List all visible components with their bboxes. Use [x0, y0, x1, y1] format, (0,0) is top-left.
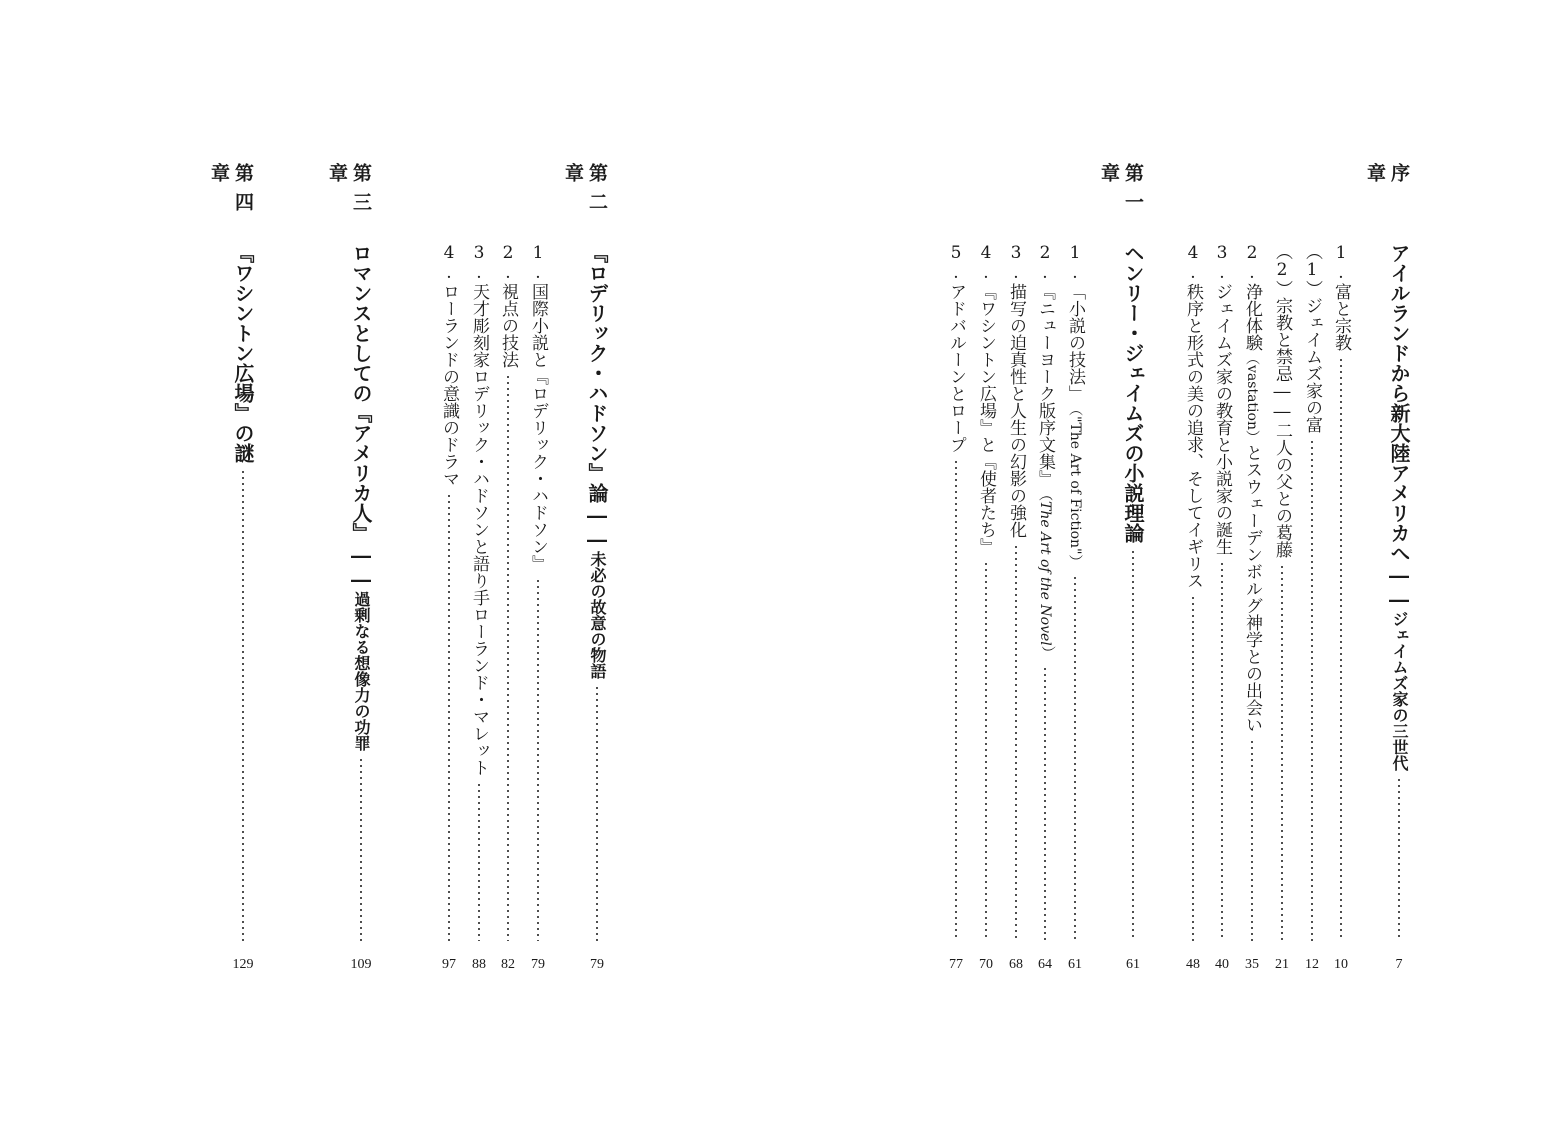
- section-title: 『ワシントン広場』と『使者たち』: [976, 283, 996, 555]
- dot-leader: [1121, 549, 1145, 941]
- dot-leader: [349, 757, 373, 941]
- latin-term: （vastation）: [1244, 351, 1260, 444]
- toc-entry-ch1-5[interactable]: [944, 163, 968, 983]
- toc-entry-intro[interactable]: [1364, 163, 1411, 983]
- page-number: 10: [1334, 957, 1348, 972]
- section-title: 秩序と形式の美の追求、そしてイギリス: [1183, 283, 1203, 589]
- toc-entry-intro-4[interactable]: [1181, 163, 1205, 983]
- dot-leader: [1063, 575, 1087, 942]
- section-title: 視点の技法: [498, 283, 518, 368]
- section-number: 3.: [1212, 243, 1232, 283]
- dot-leader: [1004, 544, 1028, 941]
- chapter-subtitle: ジェイムズ家の三世代: [1390, 611, 1409, 771]
- section-title: ジェイムズ家の富: [1302, 297, 1322, 433]
- toc-entry-ch2-3[interactable]: [467, 163, 491, 983]
- entry-body: [1270, 243, 1294, 943]
- toc-entry-ch4[interactable]: [208, 163, 255, 983]
- entry-body: [585, 243, 609, 943]
- dot-leader: [1300, 439, 1324, 941]
- chapter-title: 『ワシントン広場』の謎: [231, 243, 255, 463]
- toc-entry-ch1-3[interactable]: [1004, 163, 1028, 983]
- dot-leader: [1181, 595, 1205, 941]
- toc-entry-ch3[interactable]: [326, 163, 373, 983]
- entry-body: [467, 243, 491, 943]
- toc-entry-ch2-2[interactable]: [496, 163, 520, 983]
- toc-entry-ch1[interactable]: [1098, 163, 1145, 983]
- toc-entry-intro-1[interactable]: [1329, 163, 1353, 983]
- page-number: 82: [501, 957, 515, 972]
- chapter-title: アイルランドから新大陸アメリカへ: [1387, 243, 1411, 563]
- title-dash: ――: [585, 503, 609, 551]
- page-number: 109: [350, 957, 372, 972]
- entry-body: [944, 243, 968, 943]
- toc-entry-intro-3[interactable]: [1210, 163, 1234, 983]
- section-number: （2）: [1272, 243, 1292, 297]
- toc-entry-ch1-2[interactable]: [1033, 163, 1057, 983]
- chapter-subtitle: 未必の故意の物語: [588, 551, 607, 679]
- dot-leader: [1270, 564, 1294, 941]
- entry-body: [349, 243, 373, 943]
- dot-leader: [585, 685, 609, 941]
- section-title: ジェイムズ家の教育と小説家の誕生: [1212, 283, 1232, 555]
- toc-entry-intro-1-2[interactable]: [1270, 163, 1294, 983]
- section-number: （1）: [1302, 243, 1322, 297]
- section-title-cont: とスウェーデンボルグ神学との出会い: [1242, 443, 1262, 733]
- page-number: 70: [979, 957, 993, 972]
- section-number: 2.: [1035, 243, 1055, 283]
- entry-body: [1240, 243, 1264, 943]
- page-number: 68: [1009, 957, 1023, 972]
- section-number: 2.: [1242, 243, 1262, 283]
- page-number: 77: [949, 957, 963, 972]
- entry-body: [1121, 243, 1145, 943]
- page-number: 64: [1038, 957, 1052, 972]
- entry-body: [231, 243, 255, 943]
- chapter-label: 第四章: [208, 163, 254, 221]
- toc-entry-ch2[interactable]: [562, 163, 609, 983]
- toc-entry-ch1-4[interactable]: [974, 163, 998, 983]
- page-number: 48: [1186, 957, 1200, 972]
- dot-leader: [1240, 739, 1264, 941]
- section-title: 富と宗教: [1331, 283, 1351, 351]
- section-title: 『ニューヨーク版序文集』: [1035, 283, 1055, 487]
- page-number: 61: [1068, 957, 1082, 972]
- dot-leader: [437, 493, 461, 941]
- title-dash: ――: [1387, 563, 1411, 611]
- chapter-title: 『ロデリック・ハドソン』論: [585, 243, 609, 503]
- section-number: 4.: [976, 243, 996, 283]
- entry-body: [1387, 243, 1411, 943]
- dot-leader: [974, 561, 998, 941]
- toc-entry-intro-1-1[interactable]: [1300, 163, 1324, 983]
- section-number: 1.: [528, 243, 548, 283]
- entry-body: [974, 243, 998, 943]
- dot-leader: [496, 374, 520, 941]
- toc-entry-intro-2[interactable]: [1240, 163, 1264, 983]
- chapter-title: ロマンスとしての『アメリカ人』: [349, 243, 373, 543]
- dot-leader: [944, 459, 968, 941]
- dot-leader: [1329, 357, 1353, 941]
- entry-body: [1063, 243, 1087, 943]
- entry-body: [1300, 243, 1324, 943]
- page-number: 40: [1215, 957, 1229, 972]
- dot-leader: [231, 469, 255, 941]
- page-number: 129: [232, 957, 254, 972]
- page-number: 12: [1305, 957, 1319, 972]
- chapter-subtitle: 過剰なる想像力の功罪: [352, 591, 371, 751]
- chapter-label: 序 章: [1364, 163, 1410, 221]
- entry-body: [1210, 243, 1234, 943]
- entry-body: [496, 243, 520, 943]
- section-title: ローランドの意識のドラマ: [439, 283, 459, 487]
- page-number: 21: [1275, 957, 1289, 972]
- chapter-label: 第二章: [562, 163, 608, 221]
- toc-entry-ch2-4[interactable]: [437, 163, 461, 983]
- section-number: 5.: [946, 243, 966, 283]
- page-number: 7: [1395, 957, 1403, 972]
- section-title: アドバルーンとロープ: [946, 283, 966, 453]
- section-number: 1.: [1065, 243, 1085, 283]
- page-number: 88: [472, 957, 486, 972]
- section-number: 4.: [439, 243, 459, 283]
- section-number: 4.: [1183, 243, 1203, 283]
- page-number: 79: [590, 957, 604, 972]
- section-title: 「小説の技法」: [1065, 283, 1085, 402]
- entry-body: [1004, 243, 1028, 943]
- page-number: 97: [442, 957, 456, 972]
- entry-body: [526, 243, 550, 943]
- section-number: 1.: [1331, 243, 1351, 283]
- entry-body: [1329, 243, 1353, 943]
- dot-leader: [526, 578, 550, 941]
- dot-leader: [467, 782, 491, 941]
- section-title: 描写の迫真性と人生の幻影の強化: [1006, 283, 1026, 538]
- latin-title: （The Art of the Novel）: [1037, 487, 1053, 660]
- dot-leader: [1033, 666, 1057, 941]
- section-number: 3.: [1006, 243, 1026, 283]
- page-number: 79: [531, 957, 545, 972]
- latin-title: （"The Art of Fiction"）: [1067, 402, 1083, 569]
- chapter-title: ヘンリー・ジェイムズの小説理論: [1121, 243, 1145, 543]
- section-title: 浄化体験: [1242, 283, 1262, 351]
- section-number: 3.: [469, 243, 489, 283]
- toc-entry-ch2-1[interactable]: [526, 163, 550, 983]
- page-number: 61: [1126, 957, 1140, 972]
- dot-leader: [1210, 561, 1234, 941]
- page-number: 35: [1245, 957, 1259, 972]
- entry-body: [1033, 243, 1057, 943]
- section-title: 宗教と禁忌――二人の父との葛藤: [1272, 297, 1292, 558]
- toc-entry-ch1-1[interactable]: [1063, 163, 1087, 983]
- chapter-label: 第三章: [326, 163, 372, 221]
- chapter-label: 第一章: [1098, 163, 1144, 221]
- section-number: 2.: [498, 243, 518, 283]
- section-title: 国際小説と『ロデリック・ハドソン』: [528, 283, 548, 572]
- title-dash: ――: [349, 543, 373, 591]
- section-title: 天才彫刻家ロデリック・ハドソンと語り手ローランド・マレット: [469, 283, 489, 776]
- entry-body: [437, 243, 461, 943]
- entry-body: [1181, 243, 1205, 943]
- dot-leader: [1387, 777, 1411, 941]
